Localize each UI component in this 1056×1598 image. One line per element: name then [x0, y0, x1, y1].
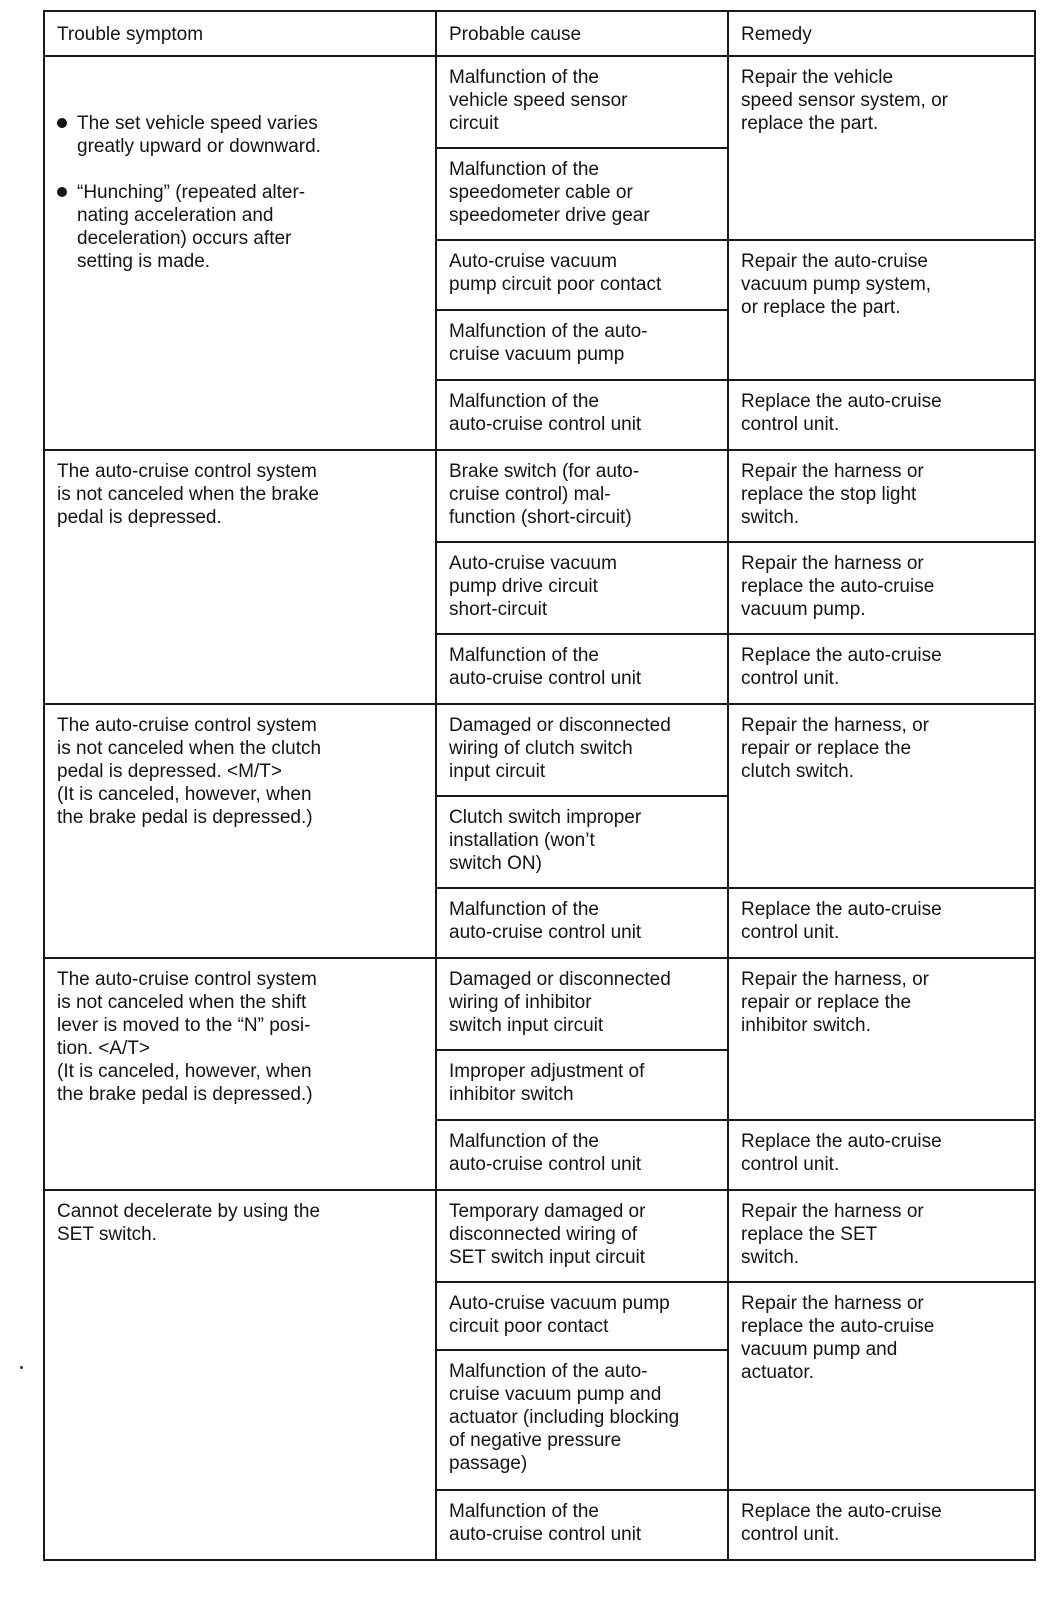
bullet-dot-icon [57, 187, 67, 197]
symptom-cell: Cannot decelerate by using the SET switch. [44, 1190, 436, 1560]
cause-cell: Malfunction of the auto-cruise control unit [436, 888, 728, 958]
header-probable-cause: Probable cause [436, 11, 728, 56]
symptom-bullet-list [57, 89, 425, 296]
remedy-cell: Repair the harness or replace the stop light switch. [728, 450, 1035, 542]
cause-cell: Damaged or disconnected wiring of inhibitor switch input circuit [436, 958, 728, 1050]
remedy-cell: Repair the vehicle speed sensor system, or replace the part. [728, 56, 1035, 240]
cause-cell: Malfunction of the auto-cruise control unit [436, 1490, 728, 1560]
symptom-cell: The auto-cruise control system is not canceled when the shift lever is moved to the “N” posi- tion. <A/T> (It is canceled, however, when the brake pedal is depressed.) [44, 958, 436, 1190]
cause-cell: Auto-cruise vacuum pump drive circuit short-circuit [436, 542, 728, 634]
cause-cell: Damaged or disconnected wiring of clutch switch input circuit [436, 704, 728, 796]
symptom-bullet-text: “Hunching” (repeated alter- nating acceleration and deceleration) occurs after setting is made. [77, 182, 306, 272]
cause-cell: Improper adjustment of inhibitor switch [436, 1050, 728, 1120]
cause-cell: Malfunction of the vehicle speed sensor circuit [436, 56, 728, 148]
symptom-bullet [57, 181, 425, 273]
cause-cell: Malfunction of the auto-cruise control unit [436, 634, 728, 704]
symptom-cell: The auto-cruise control system is not canceled when the clutch pedal is depressed. <M/T> (It is canceled, however, when the brake pedal is depressed.) [44, 704, 436, 958]
symptom-bullet-text: The set vehicle speed varies greatly upward or downward. [77, 113, 321, 157]
remedy-cell: Replace the auto-cruise control unit. [728, 1120, 1035, 1190]
symptom-cell: The auto-cruise control system is not canceled when the brake pedal is depressed. [44, 450, 436, 704]
remedy-cell: Replace the auto-cruise control unit. [728, 888, 1035, 958]
remedy-cell: Repair the harness or replace the SET switch. [728, 1190, 1035, 1282]
remedy-cell: Replace the auto-cruise control unit. [728, 634, 1035, 704]
cause-cell: Malfunction of the auto- cruise vacuum pump and actuator (including blocking of negative pressure passage) [436, 1350, 728, 1490]
scan-speck [20, 1366, 23, 1369]
header-remedy: Remedy [728, 11, 1035, 56]
symptom-cell [44, 56, 436, 450]
table-row [44, 1190, 1035, 1282]
table-row [44, 704, 1035, 796]
header-trouble-symptom: Trouble symptom [44, 11, 436, 56]
remedy-cell: Repair the harness or replace the auto-cruise vacuum pump and actuator. [728, 1282, 1035, 1490]
remedy-cell: Repair the harness, or repair or replace the inhibitor switch. [728, 958, 1035, 1120]
cause-cell: Malfunction of the speedometer cable or speedometer drive gear [436, 148, 728, 240]
bullet-dot-icon [57, 118, 67, 128]
cause-cell: Brake switch (for auto- cruise control) mal- function (short-circuit) [436, 450, 728, 542]
cause-cell: Auto-cruise vacuum pump circuit poor contact [436, 240, 728, 310]
table-row [44, 450, 1035, 542]
symptom-bullet [57, 112, 425, 158]
remedy-cell: Repair the auto-cruise vacuum pump system, or replace the part. [728, 240, 1035, 380]
cause-cell: Auto-cruise vacuum pump circuit poor contact [436, 1282, 728, 1350]
cause-cell: Clutch switch improper installation (won’t switch ON) [436, 796, 728, 888]
header-row [44, 11, 1035, 56]
troubleshooting-table [43, 10, 1036, 1561]
remedy-cell: Replace the auto-cruise control unit. [728, 380, 1035, 450]
table-row [44, 958, 1035, 1050]
cause-cell: Malfunction of the auto-cruise control unit [436, 380, 728, 450]
cause-cell: Malfunction of the auto- cruise vacuum pump [436, 310, 728, 380]
cause-cell: Malfunction of the auto-cruise control unit [436, 1120, 728, 1190]
remedy-cell: Repair the harness or replace the auto-cruise vacuum pump. [728, 542, 1035, 634]
remedy-cell: Repair the harness, or repair or replace the clutch switch. [728, 704, 1035, 888]
remedy-cell: Replace the auto-cruise control unit. [728, 1490, 1035, 1560]
cause-cell: Temporary damaged or disconnected wiring of SET switch input circuit [436, 1190, 728, 1282]
table-row [44, 56, 1035, 148]
